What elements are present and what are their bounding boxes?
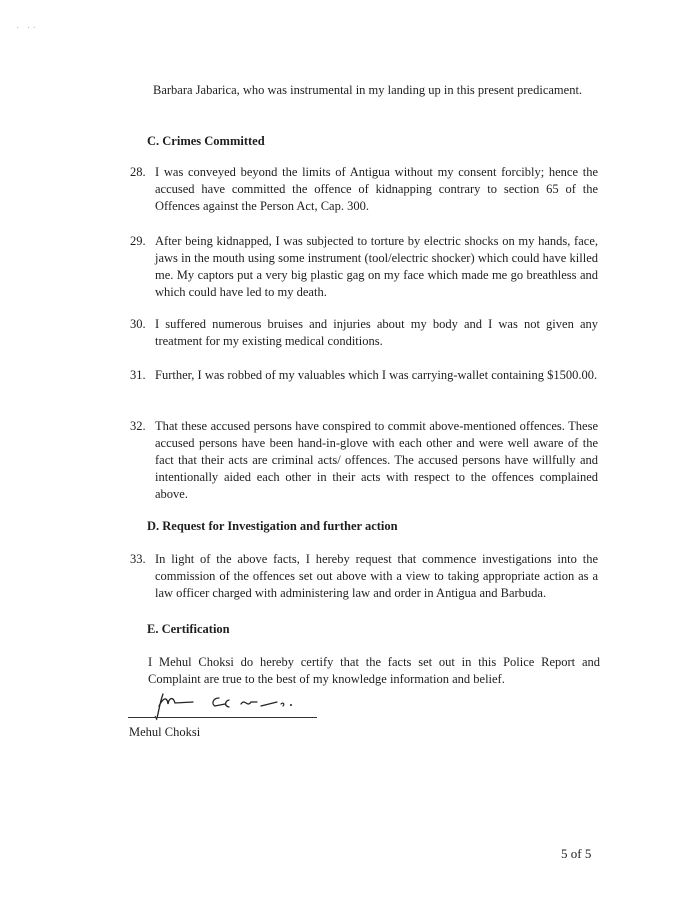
certification-paragraph: I Mehul Choksi do hereby certify that the facts set out in this Police Report and Complaint are true to the best of my knowledge information and belief. [148,655,600,686]
paragraph-text: I was conveyed beyond the limits of Antigua without my consent forcibly; hence the accused have committed the offence of kidnapping contrary to section 65 of the Offences against the Person Act, Cap. 300. [155,165,598,213]
paragraph-number: 30. [130,317,146,331]
section-c-heading: C. Crimes Committed [147,134,265,148]
page-number: 5 of 5 [561,846,592,861]
paragraph-28 [130,164,598,215]
paragraph-32 [130,418,598,503]
scan-speck: · · · [16,23,36,34]
paragraph-31 [130,367,598,384]
paragraph-text: After being kidnapped, I was subjected to torture by electric shocks on my hands, face, jaws in the mouth using some instrument (tool/electric shocker) which could have killed me. My captors put a very big plastic gag on my face which made me go breathless and which could have led to my death. [155,234,598,299]
paragraph-text: I suffered numerous bruises and injuries about my body and I was not given any treatment for my existing medical conditions. [155,317,598,348]
section-d-heading: D. Request for Investigation and further action [147,519,398,533]
section-e-heading: E. Certification [147,622,230,636]
paragraph-number: 28. [130,165,146,179]
intro-paragraph: Barbara Jabarica, who was instrumental in my landing up in this present predicament. [153,83,583,97]
paragraph-number: 32. [130,419,146,433]
paragraph-text: In light of the above facts, I hereby request that commence investigations into the commission of the offences set out above with a view to taking appropriate action as a law officer charged with administering law and order in Antigua and Barbuda. [155,552,598,600]
signature-line [128,717,317,718]
paragraph-number: 33. [130,552,146,566]
paragraph-30 [130,316,598,350]
paragraph-number: 31. [130,368,146,382]
paragraph-text: Further, I was robbed of my valuables which I was carrying-wallet containing $1500.00. [155,368,598,382]
paragraph-33 [130,551,598,602]
paragraph-number: 29. [130,234,146,248]
paragraph-text: That these accused persons have conspired to commit above-mentioned offences. These accused persons have been hand-in-glove with each other and were well aware of the fact that their acts are criminal acts/ offences. The accused persons have willfully and intentionally aided each other in their acts with respect to the offences complained above. [155,419,598,501]
signer-name: Mehul Choksi [129,725,201,739]
paragraph-29 [130,233,598,301]
